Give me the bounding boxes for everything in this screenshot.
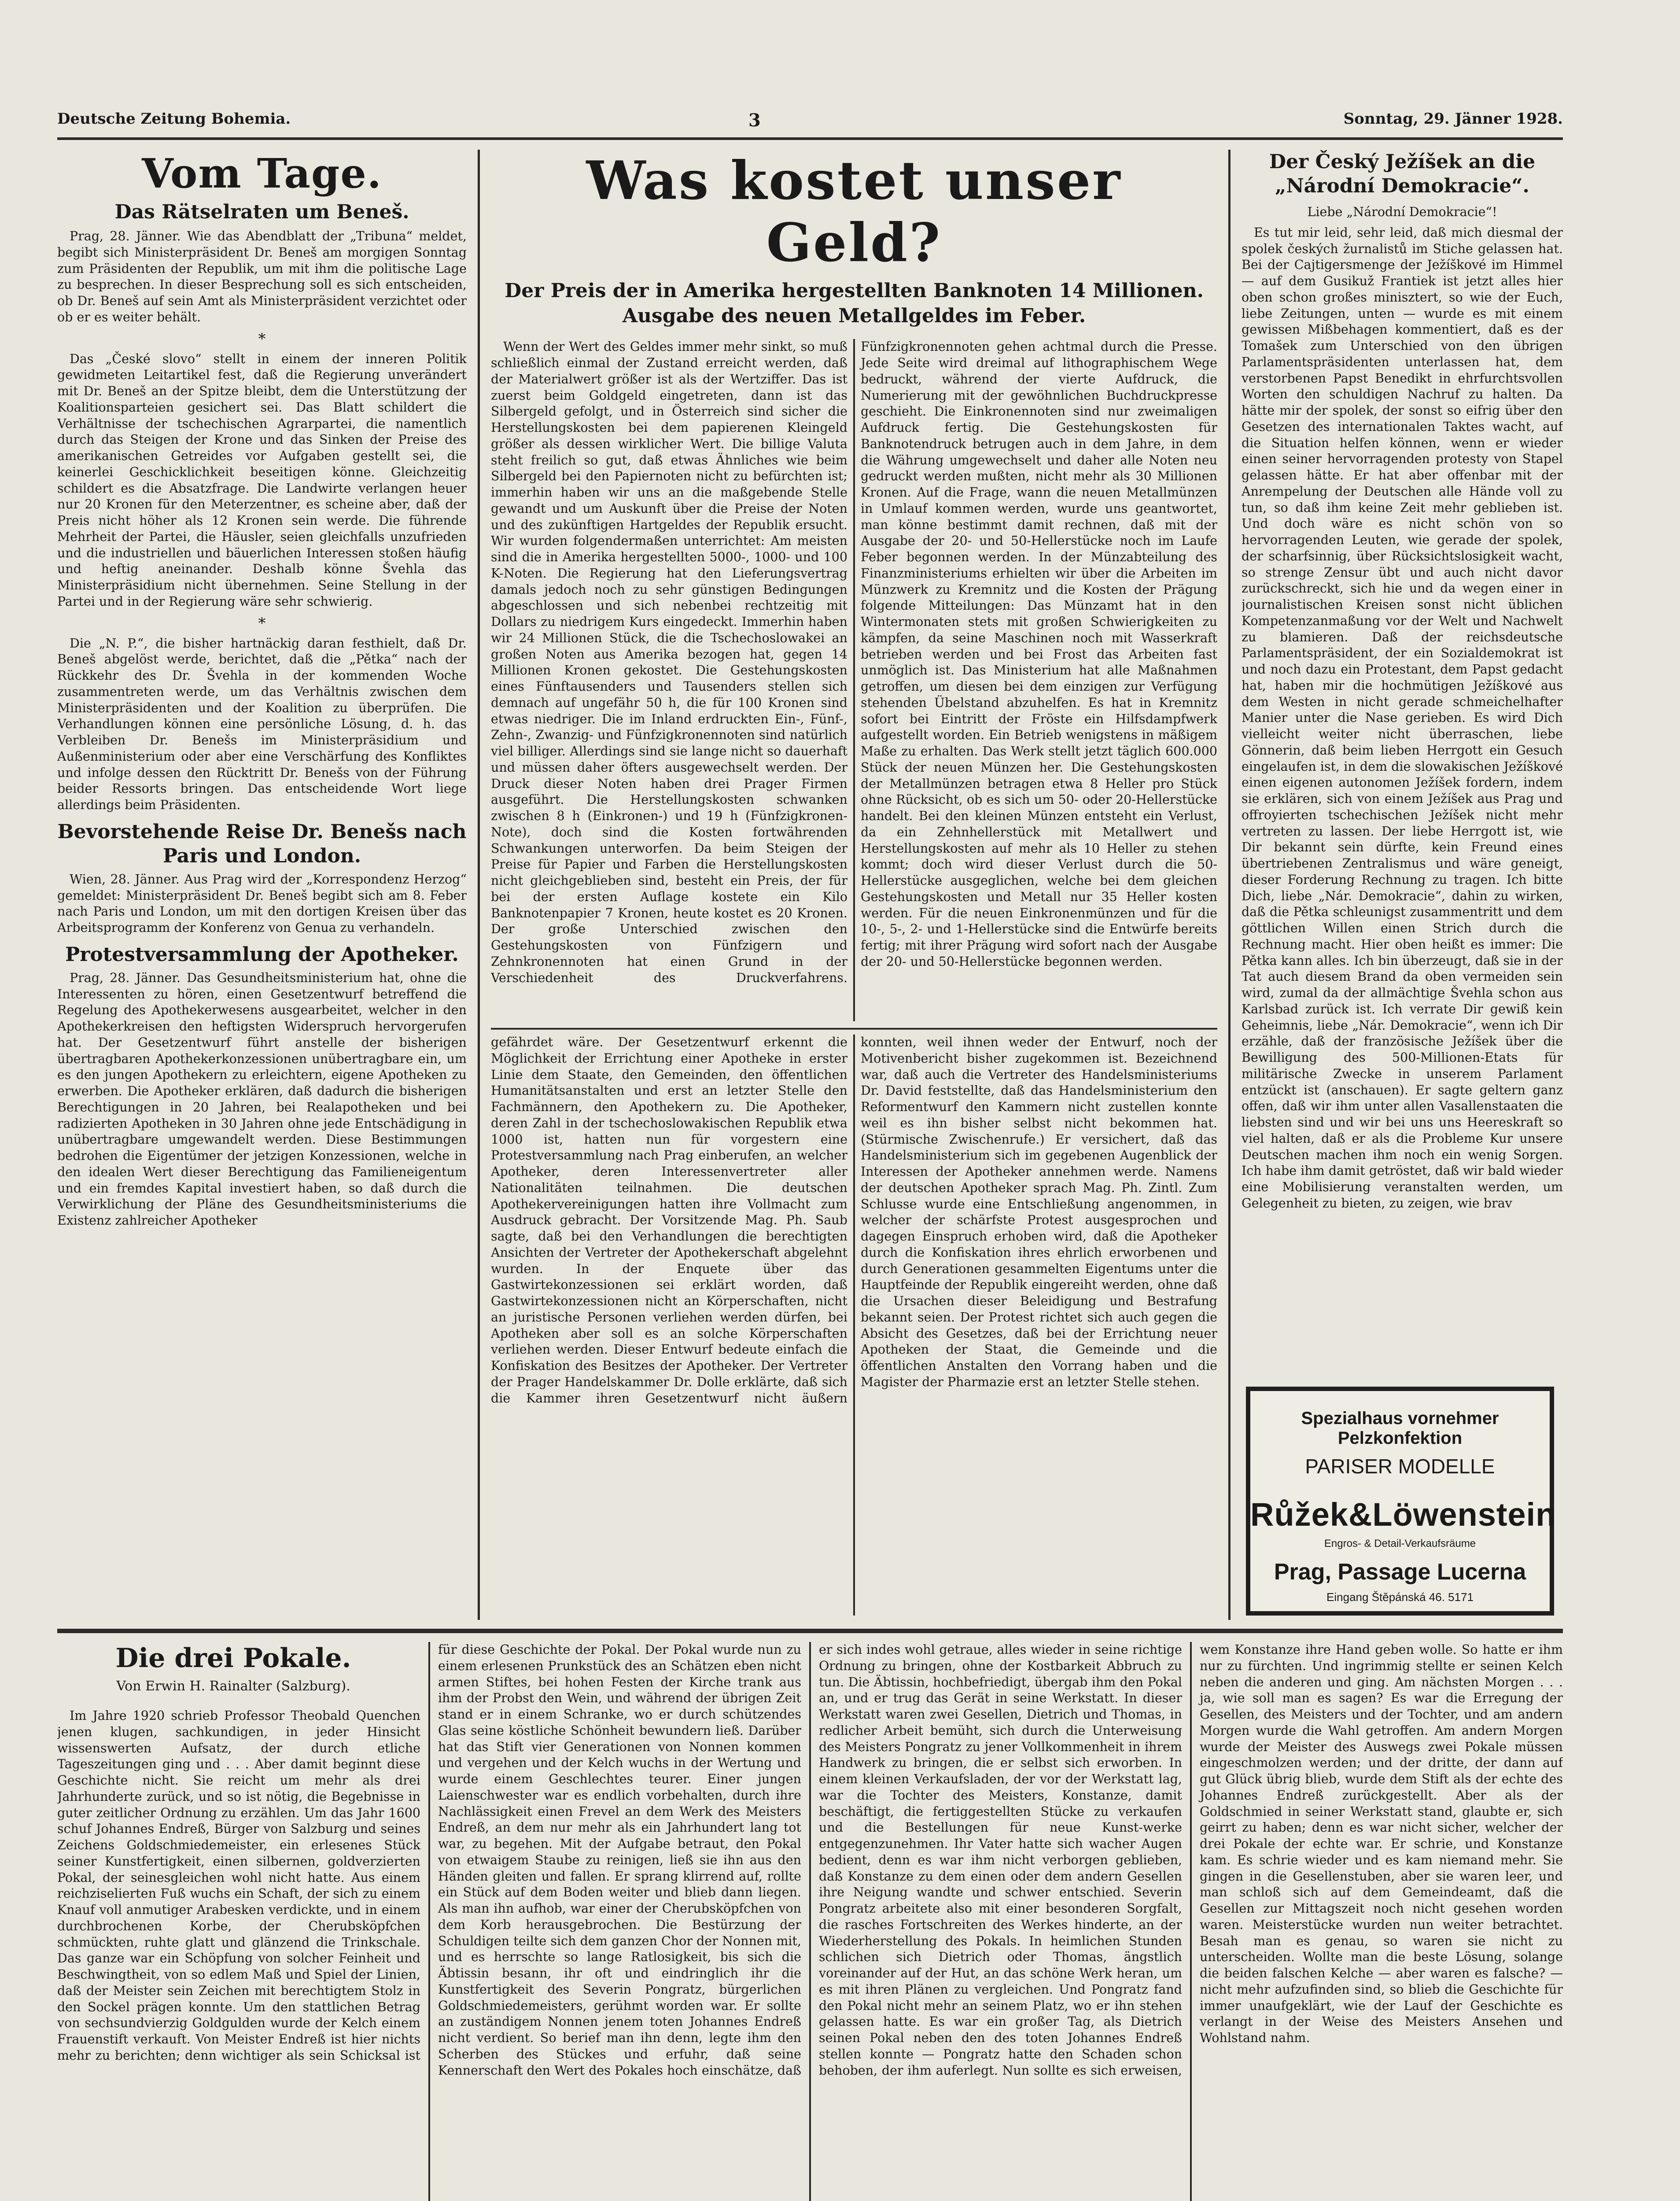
geld-title: Was kostet unser Geld? [586,150,1122,274]
header-rule [57,137,1563,140]
geld-article [491,150,1217,1021]
pokale-heading-spacer [57,1642,420,1708]
geld-body [491,339,1217,1021]
beneš-article-text: Prag, 28. Jänner. Wie das Abendblatt der „Tribuna“ meldet, begibt sich Ministerpräsident Dr. Beneš am morgigen Sonntag zum Präsidenten der Republik, um mit ihm die politische Lage zu besprechen. In dieser Besprechung soll es sich entscheiden, ob Dr. Beneš auf sein Amt als Ministerpräsident verzichtet oder ob er es weiter behält. [57,229,467,324]
jezisek-title: Der Český Ježíšek an die „Národní Demokracie“. [1269,151,1536,197]
reise-article-text: Wien, 28. Jänner. Aus Prag wird der „Korrespondenz Herzog“ gemeldet: Ministerpräsident Dr. Beneš begibt sich am 8. Feber nach Paris und London, um mit den dortigen Kreisen über das Arbeitsprogramm der Konferenz von Genua zu verhandeln. [57,872,467,935]
ad-line-models: PARISER MODELLE [1305,1455,1495,1478]
apotheker-cont-body [491,1034,1217,1616]
ad-company-name: Růžek&Löwenstein [1250,1496,1556,1533]
pokale-title: Die drei Pokale. [115,1643,351,1674]
section-rule [491,1028,1217,1030]
ad-line-sales: Engros- & Detail-Verkaufsräume [1324,1538,1476,1550]
apotheker-continuation [491,1034,1217,1620]
ceske-slovo-text: Das „České slovo“ stellt in einem der inneren Politik gewidmeten Leitartikel fest, daß die Regierung unverändert mit Dr. Beneš an der Spitze bleibt, dem die Unterstützung der Koalitionsparteien gesichert sei. Das Blatt schildert die Verhältnisse der tschechischen Agrarpartei, die namentlich durch das Steigen der Krone und das Sinken der Preise des amerikanischen Getreides vor Aufgaben gestellt sei, die keinerlei Geschicklichkeit beseitigen könne. Gleichzeitig schildert es die Absatzfrage. Die Landwirte verlangen heuer nur 20 Kronen für den Meterzentner, es scheine aber, daß der Preis nicht höher als 12 Kronen sein werde. Die führende Mehrheit der Partei, die Häusler, seien gleichfalls unzufrieden und die industriellen und bäuerlichen Interessen stoßen häufig und heftig aneinander. Deshalb könne Švehla das Ministerpräsidium nicht übernehmen. Seine Stellung in der Partei und in der Regierung wäre sehr schwierig. [57,351,467,609]
jezisek-salutation: Liebe „Národní Demokracie“! [1307,205,1497,219]
separator-star: * [258,614,266,632]
column-rule [478,150,480,1620]
vom-tage-title: Vom Tage. [142,150,382,197]
geld-subtitle-1: Der Preis der in Amerika hergestellten Banknoten 14 Millionen. [505,280,1204,302]
ad-line-specialty: Spezialhaus vornehmer Pelzkonfektion [1301,1409,1499,1448]
pokale-byline: Von Erwin H. Rainalter (Salzburg). [116,1678,350,1694]
jezisek-column [1242,150,1563,1378]
ad-entrance: Eingang Štěpánská 46. 5171 [1326,1590,1474,1604]
np-article-text: Die „N. P.“, die bisher hartnäckig daran festhielt, daß Dr. Beneš abgelöst werde, berichtet, daß die „Pětka“ nach der Rückkehr des Dr. Švehla in der kommenden Woche zusammentreten werde, um das Verhältnis zwischen dem Ministerpräsidenten und der Koalition zu überprüfen. Die Verhandlungen können eine persönliche Lösung, d. h. das Verbleiben Dr. Benešs im Ministerpräsidium und Außenministerium oder aber eine Verschärfung des Konfliktes und infolge dessen den Rücktritt Dr. Benešs von der Führung beider Ressorts bringen. Das entscheidende Wort liege allerdings beim Präsidenten. [57,636,467,812]
page-header [57,110,1563,136]
vom-tage-column [57,150,467,1620]
reise-headline: Bevorstehende Reise Dr. Benešs nach Paris und London. [57,820,467,867]
pokale-feuilleton [57,1642,1563,2201]
apotheker-article-text: Prag, 28. Jänner. Das Gesundheitsministerium hat, ohne die Interessenten zu hören, einen Gesetzentwurf betreffend die Regelung des Apothekerwesens ausgearbeitet, welcher in den Apothekerkreisen den heftigsten Widerspruch hervorgerufen hat. Der Gesetzentwurf führt anstelle der bisherigen übertragbaren Apothekerkonzessionen unübertragbare ein, um es den jungen Apothekern zu erleichtern, eigene Apotheken zu erwerben. Die Apotheker erklären, daß dadurch die bisherigen Berechtigungen in 20 Jahren, bei Realapotheken und bei radizierten Apotheken in 30 Jahren ohne jede Entschädigung in unübertragbare umgewandelt werden. Diese Bestimmungen bedrohen die Eigentümer der jetzigen Konzessionen, welche in den idealen Wert dieser Berechtigung das Familieneigentum und ein fremdes Kapital investiert haben, so daß durch die Verwirklichung der Pläne des Gesundheitsministeriums die Existenz zahlreicher Apotheker [57,970,467,1228]
ad-address: Prag, Passage Lucerna [1274,1559,1526,1585]
newspaper-page [57,110,1563,2201]
header-masthead: Deutsche Zeitung Bohemia. [57,110,291,128]
separator-star: * [258,330,266,348]
apotheker-cont-text: gefährdet wäre. Der Gesetzentwurf erkennt die Möglichkeit der Errichtung einer Apotheke in erster Linie dem Staate, den Gemeinden, den öffentlichen Humanitätsanstalten und erst an letzter Stelle den Fachmännern, den Apothekern zu. Die Apotheker, deren Zahl in der tschechoslowakischen Republik etwa 1000 ist, hatten nun für vorgestern eine Protestversammlung nach Prag einberufen, an welcher Apotheker, deren Interessenvertreter aller Nationalitäten teilnahmen. Die deutschen Apothekervereinigungen hatten ihre Vollmacht zum Ausdruck gebracht. Der Vorsitzende Mag. Ph. Saub sagte, daß bei den Verhandlungen die berechtigten Ansichten der Vertreter der Apothekerschaft abgelehnt wurden. In der Enquete über das Gastwirtekonzessionen sei erklärt worden, daß Gastwirtekonzessionen nicht an Körperschaften, nicht an juristische Personen verliehen werden dürfen, bei Apotheken aber soll es an solche Körperschaften verliehen werden. Dieser Entwurf bedeute einfach die Konfiskation des Besitzes der Apotheker. Der Vertreter der Prager Handelskammer Dr. Dolle erklärte, daß sich die Kammer ihren Gesetzentwurf nicht äußern konnten, weil ihnen weder der Entwurf, noch der Motivenbericht bisher zugekommen ist. Bezeichnend war, daß auch die Vertreter des Handelsministeriums Dr. David feststellte, daß das Handelsministerium den Reformentwurf den Kammern nicht zustellen konnte weil es ihn bisher selbst nicht bekommen hat. (Stürmische Zwischenrufe.) Er versichert, daß das Handelsministerium sich im gegebenen Augenblick der Interessen der Apotheker annehmen werde. Namens der deutschen Apotheker sprach Mag. Ph. Zintl. Zum Schlusse wurde eine Entschließung angenommen, in welcher der schärfste Protest ausgesprochen und dagegen Einspruch erhoben wird, daß die Apotheker durch die Konfiskation ihres ehrlich erworbenen und durch Generationen gesammelten Eigentums unter die Hauptfeinde der Republik eingereiht werden, ohne daß die Ursachen dieser Beleidigung und Bestrafung bekannt seien. Der Protest richtet sich auch gegen die Absicht des Gesetzes, daß bei der Errichtung neuer Apotheken der Staat, die Gemeinde und die öffentlichen Anstalten den Vorrang haben und die Magister der Pharmazie erst an letzter Stelle stehen. [491,1035,1217,1406]
header-page-number: 3 [748,110,761,131]
pokale-body [57,1642,1563,2201]
jezisek-text: Es tut mir leid, sehr leid, daß mich diesmal der spolek českých žurnalistů im Stiche gelassen hat. Bei der Cajtigersmenge der Ježíškové im Himmel — auf dem Gusikuž Frantiek ist jetzt alles hier oben schon großes minisztert, so wie der Euch, liebe Zeitungen, unten — wurde es mit einem gewissen Mißbehagen kommentiert, daß es der Tomašek zum Unterschied von den übrigen Parlamentspräsidenten unterlassen hat, dem verstorbenen Papst Benedikt in ehrfurchtsvollen Worten den schuldigen Nachruf zu halten. Da hätte mir der spolek, der sonst so eifrig über den Gesetzen des internationalen Taktes wacht, auf die Situation helfen können, wenn er wieder einen seiner hervorragenden protesty von Stapel gelassen hätte. Er hat aber offenbar mit der Anrempelung der Deutschen alle Hände voll zu tun, so daß ihm keine Zeit mehr geblieben ist. Und doch wäre es nicht schön von so hervorragenden Leuten, wie gerade der spolek, der scharfsinnig, über Rücksichtslosigkeit wacht, so strenge Zensur übt und auch nicht davor zurückschreckt, sich hie und da wegen einer in journalistischen Kreisen sonst nicht üblichen Kompetenzanmaßung vor der Welt und Nachwelt zu blamieren. Daß der reichsdeutsche Parlamentspräsident, der ein Sozialdemokrat ist und noch dazu ein Protestant, dem Papst gedacht hat, haben mir die hochmütigen Ježíškové aus dem Westen in nicht gerade schmeichelhafter Manier unter die Nase gerieben. Es wird Dich vielleicht weiter nicht überraschen, liebe Gönnerin, daß beim lieben Herrgott ein Gesuch eingelaufen ist, in dem die slowakischen Ježíškové einen eigenen autonomen Ježíšek fordern, indem sie erklären, sich von einem Ježíšek aus Prag und offroyierten tschechischen Ježíšek nicht mehr vertreten zu lassen. Der liebe Herrgott ist, wie Dir bekannt sein dürfte, kein Freund eines übertriebenen Zentralismus und wäre geneigt, dieser Forderung Rechnung zu tragen. Ich bitte Dich, liebe „Nár. Demokracie“, dahin zu wirken, daß die Pětka schleunigst zusammentritt und dem göttlichen Willen einen Strich durch die Rechnung macht. Hier oben heißt es immer: Die Pětka kann alles. Ich bin überzeugt, daß sie in der Tat auch diesem Brand da oben vermeiden sein wird, zumal da der allmächtige Švehla schon aus Karlsbad zurück ist. Ich verrate Dir gewiß kein Geheimnis, liebe „Nár. Demokracie“, wenn ich Dir erzähle, daß der französische Ježíšek über die Bewilligung des 500-Millionen-Etats für militärische Zwecke in unserem Parlament entzückt ist (anschauen). Er sagte geltern ganz offen, daß wir ihm unter allen Vasallenstaaten die liebsten sind und wir bei uns uns Heereskraft so viel halten, daß er als die Probleme Kur unsere Deutschen machen ihm noch ein wenig Sorgen. Ich habe ihm damit getröstet, daß wir bald wieder eine Mobilisierung veranstalten werden, um Gelegenheit zu bieten, zu zeigen, wie brav [1242,225,1563,1211]
beneš-headline: Das Rätselraten um Beneš. [114,201,409,223]
geld-subtitle-2: Ausgabe des neuen Metallgeldes im Feber. [622,305,1086,328]
apotheker-headline: Protestversammlung der Apotheker. [65,943,459,966]
feuilleton-rule [57,1629,1563,1633]
header-date: Sonntag, 29. Jänner 1928. [1343,110,1563,128]
pokale-text: Im Jahre 1920 schrieb Professor Theobald Quenchen jenen klugen, sachkundigen, in jeder Hinsicht wissenswerten Aufsatz, der durch etliche Tageszeitungen ging und . . . Aber damit beginnt diese Geschichte nicht. Sie reicht um mehr als drei Jahrhunderte zurück, und so ist nötig, die Begebnisse in guter zeitlicher Ordnung zu erzählen. Um das Jahr 1600 schuf Johannes Endreß, Bürger von Salzburg und seines Zeichens Goldschmiedemeister, ein erlesenes Stück seiner Kunstfertigkeit, einen silbernen, goldverzierten Pokal, der seinesgleichen wohl nicht hatte. Aus einem reichziselierten Fuß wuchs ein Schaft, der sich zu einem Knauf voll anmutiger Arabesken verdickte, und in einem durchbrochenen Korbe, der Cherubsköpfchen schmückten, ruhte glatt und glänzend die Trinkschale. Das ganze war ein Schöpfung von solcher Feinheit und Beschwingtheit, von so edlem Maß und Spiel der Linien, daß der Meister sein Zeichen mit berechtigtem Stolz in den Sockel prägen konnte. Um den stattlichen Betrag von sechsundvierzig Goldgulden wurde der Kelch einem Frauenstift verkauft. Von Meister Endreß ist hier nichts mehr zu berichten; denn wichtiger als sein Schicksal ist für diese Geschichte der Pokal. Der Pokal wurde nun zu einem erlesenen Prunkstück des an Schätzen eben nicht armen Stiftes, bei hohen Festen der Kirche trank aus ihm der Probst den Wein, und während der übrigen Zeit stand er in einem Schranke, wo er durch schützendes Glas seine köstliche Schönheit bewundern ließ. Darüber hat das Stift vier Generationen von Nonnen kommen und vergehen und der Kelch wuchs in der Wertung und wurde einem Geschlechtes teurer. Einer jungen Laienschwester war es endlich vorbehalten, durch ihre Nachlässigkeit einen Frevel an dem Werk des Meisters Endreß, an dem nur mehr als ein Jahrhundert lang tot war, zu begehen. Mit der Aufgabe betraut, den Pokal von etwaigem Staube zu reinigen, ließ sie ihn aus den Händen gleiten und fallen. Er sprang klirrend auf, rollte ein Stück auf dem Boden weiter und blieb dann liegen. Als man ihn aufhob, war einer der Cherubsköpfchen von dem Korb herausgebrochen. Die Bestürzung der Schuldigen teilte sich dem ganzen Chor der Nonnen mit, und es herrschte so lange Ratlosigkeit, bis sich die Äbtissin besann, ihr oft und eindringlich ihr die Kunstfertigkeit des Severin Pongratz, bürgerlichen Goldschmiedemeisters, gerühmt worden war. Er sollte an zuständigem Nonnen jenem toten Johannes Endreß nicht verdient. So berief man ihn denn, legte ihm den Scherben des Stückes und erfuhr, daß seine Kennerschaft den Wert des Pokales hoch einschätze, daß er sich indes wohl getraue, alles wieder in seine richtige Ordnung zu bringen, ohne der Kostbarkeit Abbruch zu tun. Die Äbtissin, hochbefriedigt, übergab ihm den Pokal an, und er trug das Gerät in seine Werkstatt. In dieser Werkstatt waren zwei Gesellen, Dietrich und Thomas, in redlicher Arbeit bemüht, sich durch die Unterweisung des Meisters Pongratz zu jener Vollkommenheit in ihrem Handwerk zu bringen, die er selbst sich erworben. In einem kleinen Verkaufsladen, der vor der Werkstatt lag, war die Tochter des Meisters, Konstanze, damit beschäftigt, die fertiggestellten Stücke zu verkaufen und die Bestellungen für neue Kunst-werke entgegenzunehmen. Ihr Vater hatte sich wacher Augen bedient, denn es war ihm nicht verborgen geblieben, daß Konstanze zu dem einen oder dem andern Gesellen ihre Neigung wandte und schwer entschied. Severin Pongratz arbeitete also mit einer besonderen Sorgfalt, die rasches Fortschreiten des Werkes hinderte, an der Wiederherstellung des Pokals. In heimlichen Stunden schlichen sich Dietrich oder Thomas, ängstlich voreinander auf der Hut, an das schöne Werk heran, um es mit ihren Plänen zu vergleichen. Und Pongratz fand den Pokal nicht mehr an seinem Platz, wo er ihn stehen gelassen hatte. Es war ein großer Tag, als Dietrich seinen Pokal neben den des toten Johannes Endreß stellen konnte — Pongratz hatte den Schaden schon behoben, der ihm auferlegt. Nun sollte es sich erweisen, wem Konstanze ihre Hand geben wolle. So hatte er ihm nur zu fürchten. Und ingrimmig stellte er seinen Kelch neben die anderen und ging. Am nächsten Morgen . . . ja, wie soll man es sagen? Es war die Erregung der Gesellen, des Meisters und der Tochter, und am andern Morgen wurde die Wahl getroffen. Am andern Morgen wurde der Meister des Auswegs zwei Pokale müssen eingeschmolzen werden; und der dritte, der dann auf gut Glück übrig blieb, wurde dem Stift als der echte des Johannes Endreß zurückgestellt. Aber als der Goldschmied in seiner Werkstatt stand, glaubte er, sich geirrt zu haben; denn es war nicht sicher, welcher der drei Pokale der echte war. Er schrie, und Konstanze kam. Es schrie wieder und es kam niemand mehr. Sie gingen in die Gesellenstuben, aber sie waren leer, und man schloß sich auf dem Gemeindeamt, daß die Gesellen zur Mittagszeit noch nicht gesehen worden waren. Meisterstücke wurden nun weiter betrachtet. Besah man es genau, so waren sie nicht zu unterscheiden. Wollte man die beste Lösung, solange die beiden falschen Kelche — aber waren es falsche? — nicht mehr aufzufinden sind, so blieb die Geschichte für immer unaufgeklärt, wie der Lauf der Geschichte es verlangt in der Weise des Meisters Ansehen und Wohlstand nahm. [57,1642,1563,2078]
geld-text: Wenn der Wert des Geldes immer mehr sinkt, so muß schließlich einmal der Zustand erreicht werden, daß der Materialwert größer ist als der Wertziffer. Das ist zuerst beim Goldgeld eingetreten, dann ist das Silbergeld gefolgt, und in Österreich sind sicher die Herstellungskosten bei dem papierenen Kleingeld größer als dessen wirklicher Wert. Die billige Valuta steht freilich so gut, daß etwas Ähnliches wie beim Silbergeld bei den Papiernoten nicht zu befürchten ist; immerhin haben wir uns an die maßgebende Stelle gewandt und um Auskunft über die Preise der Noten und des zukünftigen Hartgeldes der Republik ersucht. Wir wurden folgendermaßen unterrichtet: Am meisten sind die in Amerika hergestellten 5000-, 1000- und 100 K-Noten. Die Regierung hat den Lieferungsvertrag damals jedoch noch zu sehr günstigen Bedingungen abgeschlossen und sich nebenbei rechtzeitig mit Dollars zu niedrigem Kurs eingedeckt. Immerhin haben wir 24 Millionen Stück, die die Tschechoslowakei an großen Noten aus Amerika bezogen hat, gegen 14 Millionen Kronen gekostet. Die Gestehungskosten eines Fünftausenders und Tausenders stellen sich demnach auf ungefähr 50 h, die für 100 Kronen sind etwas niedriger. Die im Inland erdruckten Ein-, Fünf-, Zehn-, Zwanzig- und Fünfzigkronennoten sind natürlich viel billiger. Allerdings sind sie lange nicht so dauerhaft und müssen daher öfters ausgewechselt werden. Der Druck dieser Noten haben drei Prager Firmen ausgeführt. Die Herstellungskosten schwanken zwischen 8 h (Einkronen-) und 19 h (Fünfzigkronen-Note), doch sind die Kosten fortwährenden Schwankungen unterworfen. Da beim Steigen der Preise für Papier und Farben die Herstellungskosten nicht gleichgeblieben sind, besteht ein Preis, der für bei der ersten Auflage kostete ein Kilo Banknotenpapier 7 Kronen, heute kostet es 20 Kronen. Der große Unterschied zwischen den Gestehungskosten von Fünfzigern und Zehnkronennoten hat einen Grund in der Verschiedenheit des Druckverfahrens. Fünfzigkronennoten gehen achtmal durch die Presse. Jede Seite wird dreimal auf lithographischem Wege bedruckt, während der vierte Aufdruck, die Numerierung mit der gewöhnlichen Buchdruckpresse geschieht. Die Einkronennoten sind nur zweimaligen Aufdruck fertig. Die Gestehungskosten für Banknotendruck betrugen auch in dem Jahre, in dem die Währung umgewechselt und daher alle Noten neu gedruckt werden mußten, nicht mehr als 30 Millionen Kronen. Auf die Frage, wann die neuen Metallmünzen in Umlauf kommen werden, wurde uns geantwortet, man könne bestimmt damit rechnen, daß mit der Ausgabe der 20- und 50-Hellerstücke noch im Laufe Feber begonnen werden. In der Münzabteilung des Finanzministeriums erhielten wir über die Arbeiten im Münzwerk zu Kremnitz und die Kosten der Prägung folgende Mitteilungen: Das Münzamt hat in den Wintermonaten stets mit großen Schwierigkeiten zu kämpfen, da seine Maschinen noch mit Wasserkraft betrieben werden und bei Frost das Arbeiten fast unmöglich ist. Das Ministerium hat alle Maßnahmen getroffen, um diesen bei dem einzigen zur Verfügung stehenden Übelstand abzuhelfen. Es hat in Kremnitz sofort bei Eintritt der Fröste ein Hilfsdampfwerk aufgestellt worden. Ein Betrieb wenigstens in mäßigem Maße zu erhalten. Das Werk stellt jetzt täglich 600.000 Stück der neuen Münzen her. Die Gestehungskosten der Metallmünzen betragen etwa 8 Heller pro Stück ohne Rücksicht, ob es sich um 50- oder 20-Hellerstücke handelt. Bei den kleinen Münzen entsteht ein Verlust, da ein Zehnhellerstück mit Metallwert und Herstellungskosten auf mehr als 10 Heller zu stehen kommt; doch wird dieser Verlust durch die 50-Hellerstücke ausgeglichen, welche bei dem gleichen Gestehungskosten und Metall nur 35 Heller kosten werden. Für die neuen Einkronenmünzen und für die 10-, 5-, 2- und 1-Hellerstücke sind die Entwürfe bereits fertig; mit ihrer Prägung wird sofort nach der Ausgabe der 20- und 50-Hellerstücke begonnen werden. [491,339,1217,985]
column-rule [1228,150,1231,1620]
fur-shop-advertisement [1246,1387,1554,1616]
